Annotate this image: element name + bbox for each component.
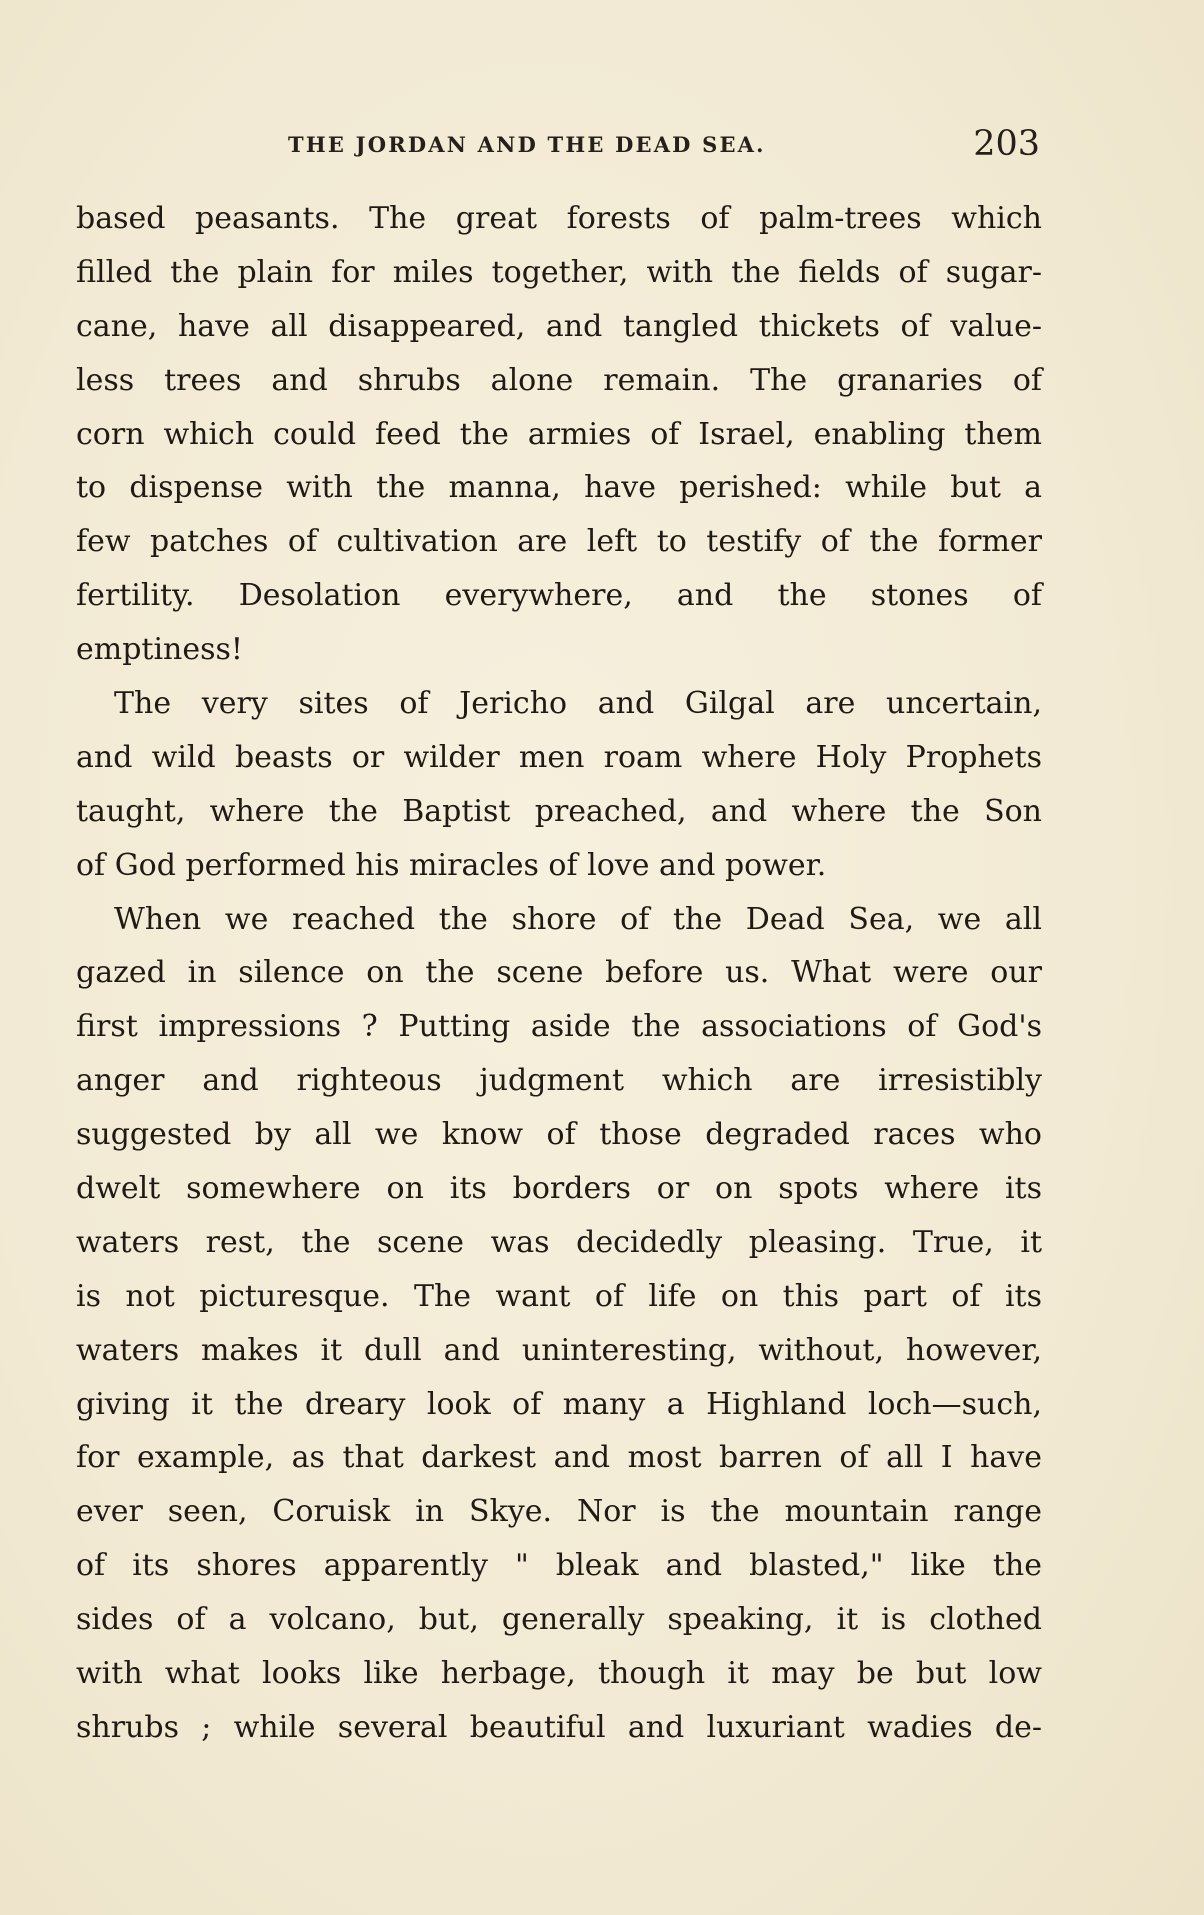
text-line: anger and righteous judgment which are irresistibly [76, 1063, 1042, 1099]
text-line: filled the plain for miles together, with the fields of sugar- [76, 254, 1042, 290]
text-line: gazed in silence on the scene before us. What were our [76, 955, 1042, 991]
text-line: giving it the dreary look of many a Highland loch—such, [76, 1386, 1042, 1422]
text-line: and wild beasts or wilder men roam where Holy Prophets [76, 739, 1042, 775]
text-line: The very sites of Jericho and Gilgal are uncertain, [114, 686, 1042, 722]
running-title: THE JORDAN AND THE DEAD SEA. [288, 132, 766, 157]
text-line: of its shores apparently " bleak and blasted," like the [76, 1548, 1042, 1584]
text-line: is not picturesque. The want of life on this part of its [76, 1278, 1042, 1314]
text-line: few patches of cultivation are left to testify of the former [76, 524, 1042, 560]
text-line: for example, as that darkest and most barren of all I have [76, 1440, 1042, 1476]
text-line: first impressions ? Putting aside the associations of God's [76, 1009, 1042, 1045]
text-line: shrubs ; while several beautiful and luxuriant wadies de- [76, 1709, 1042, 1745]
text-line: sides of a volcano, but, generally speaking, it is clothed [76, 1602, 1042, 1638]
text-line: ever seen, Coruisk in Skye. Nor is the mountain range [76, 1494, 1042, 1530]
text-line: emptiness! [76, 632, 243, 668]
text-line: corn which could feed the armies of Israel, enabling them [76, 416, 1042, 452]
running-header [76, 124, 1044, 164]
text-line: waters rest, the scene was decidedly pleasing. True, it [76, 1224, 1042, 1260]
text-line: When we reached the shore of the Dead Sea, we all [114, 901, 1042, 937]
body-text [76, 192, 1042, 1755]
text-line: taught, where the Baptist preached, and where the Son [76, 793, 1042, 829]
text-line: waters makes it dull and uninteresting, without, however, [76, 1332, 1042, 1368]
text-line: fertility. Desolation everywhere, and the stones of [76, 578, 1042, 614]
text-line: of God performed his miracles of love and power. [76, 847, 827, 883]
text-line: dwelt somewhere on its borders or on spots where its [76, 1171, 1042, 1207]
text-line: suggested by all we know of those degraded races who [76, 1117, 1042, 1153]
text-line: based peasants. The great forests of palm-trees which [76, 201, 1042, 236]
text-line: to dispense with the manna, have perished: while but a [76, 470, 1042, 506]
text-line: less trees and shrubs alone remain. The granaries of [76, 362, 1042, 398]
text-line: cane, have all disappeared, and tangled thickets of value- [76, 308, 1042, 344]
text-line: with what looks like herbage, though it may be but low [76, 1656, 1042, 1692]
page-number: 203 [973, 124, 1040, 164]
